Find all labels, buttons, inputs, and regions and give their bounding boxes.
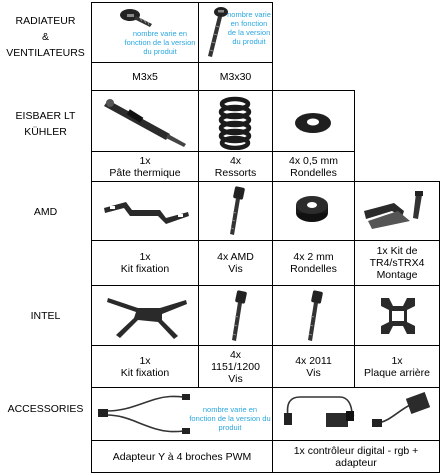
intel-bracket-label: Kit fixation xyxy=(120,366,170,379)
grid-line xyxy=(439,387,440,473)
digital-controller-label1: 1x contrôleur digital - rgb + xyxy=(293,444,419,457)
screw-long-label: M3x30 xyxy=(219,70,252,83)
amd-washers-label: Rondelles xyxy=(290,263,337,275)
category-eisbaer-line2: KÜHLER xyxy=(24,126,67,138)
intel-1151-screw-icon xyxy=(222,288,252,344)
washers-thin-caption xyxy=(273,152,354,181)
screw-short-note: nombre varie en fonction de la version du produit xyxy=(124,29,196,56)
y-adapter-cable-icon xyxy=(96,391,196,435)
backplate-label: Plaque arrière xyxy=(364,366,430,379)
digital-controller-icon xyxy=(280,391,435,437)
amd-screw-icon xyxy=(220,184,250,238)
springs-qty: 4x xyxy=(229,154,242,167)
grid-line xyxy=(272,2,273,90)
amd-bracket-caption xyxy=(92,241,198,285)
category-eisbaer xyxy=(0,108,91,140)
grid-line xyxy=(91,181,440,182)
amd-screws-caption xyxy=(199,241,272,285)
amd-bracket-label: Kit fixation xyxy=(120,263,170,275)
intel-2011-screw-icon xyxy=(298,288,328,344)
thermal-paste-label: Pâte thermique xyxy=(109,166,181,179)
amd-bracket-icon xyxy=(100,188,192,234)
grid-line xyxy=(354,90,355,181)
digital-controller-caption xyxy=(273,441,439,472)
y-adapter-note: nombre varie en fonction de la version du produit xyxy=(189,405,271,432)
washers-thin-qty: 4x 0,5 mm xyxy=(288,154,338,167)
category-intel: INTEL xyxy=(30,310,61,322)
intel-1151-label1: 1151/1200 xyxy=(211,360,260,373)
amd-screws-qty: 4x AMD xyxy=(217,251,254,263)
intel-bracket-icon xyxy=(102,290,190,342)
category-radiator-line3: VENTILATEURS xyxy=(6,47,85,59)
thermal-paste-icon xyxy=(100,94,192,149)
tr4-kit-label2: Montage xyxy=(376,269,418,281)
washer-thin-icon xyxy=(293,110,333,136)
screw-short-icon xyxy=(118,6,158,28)
amd-bracket-qty: 1x xyxy=(139,251,151,263)
grid-line xyxy=(91,472,440,473)
category-radiator-line1: RADIATEUR xyxy=(15,15,76,27)
digital-controller-label2: adapteur xyxy=(335,456,377,469)
tr4-kit-caption xyxy=(355,241,439,285)
intel-2011-qty: 4x 2011 xyxy=(295,354,332,367)
category-radiator-line2: & xyxy=(41,31,49,43)
backplate-caption xyxy=(355,346,439,387)
springs-label: Ressorts xyxy=(214,166,257,179)
intel-1151-qty: 4x xyxy=(229,348,242,361)
washers-thin-label: Rondelles xyxy=(290,166,337,179)
backplate-icon xyxy=(375,292,421,340)
tr4-kit-qty: 1x Kit de xyxy=(376,245,418,257)
backplate-qty: 1x xyxy=(391,354,403,367)
washer-thick-icon xyxy=(293,193,331,225)
grid-line xyxy=(439,181,440,285)
amd-screws-label: Vis xyxy=(228,263,243,275)
grid-line xyxy=(91,285,440,286)
grid-line xyxy=(91,90,355,91)
screw-long-note: nombre varie en fonction de la version du produit xyxy=(227,10,271,46)
intel-bracket-qty: 1x xyxy=(139,354,151,367)
y-adapter-label: Adapteur Y à 4 broches PWM xyxy=(112,450,252,463)
intel-2011-caption xyxy=(273,346,354,387)
thermal-paste-caption xyxy=(92,152,198,181)
screw-short-label: M3x5 xyxy=(132,70,158,83)
intel-1151-label2: Vis xyxy=(228,372,243,385)
grid-line xyxy=(439,285,440,387)
amd-washers-caption xyxy=(273,241,354,285)
category-eisbaer-line1: EISBAER LT xyxy=(15,110,76,122)
intel-bracket-caption xyxy=(92,346,198,387)
intel-1151-caption xyxy=(199,346,272,387)
tr4-mount-kit-icon xyxy=(358,189,436,235)
grid-line xyxy=(91,387,440,388)
intel-2011-label: Vis xyxy=(306,366,321,379)
amd-washers-qty: 4x 2 mm xyxy=(293,251,334,263)
spring-icon xyxy=(212,96,258,150)
springs-caption xyxy=(199,152,272,181)
category-radiator xyxy=(0,13,91,61)
category-amd: AMD xyxy=(33,206,58,218)
grid-line xyxy=(91,2,273,3)
category-accessories: ACCESSORIES xyxy=(7,403,84,415)
thermal-paste-qty: 1x xyxy=(139,154,151,167)
tr4-kit-label1: TR4/sTRX4 xyxy=(369,257,425,269)
